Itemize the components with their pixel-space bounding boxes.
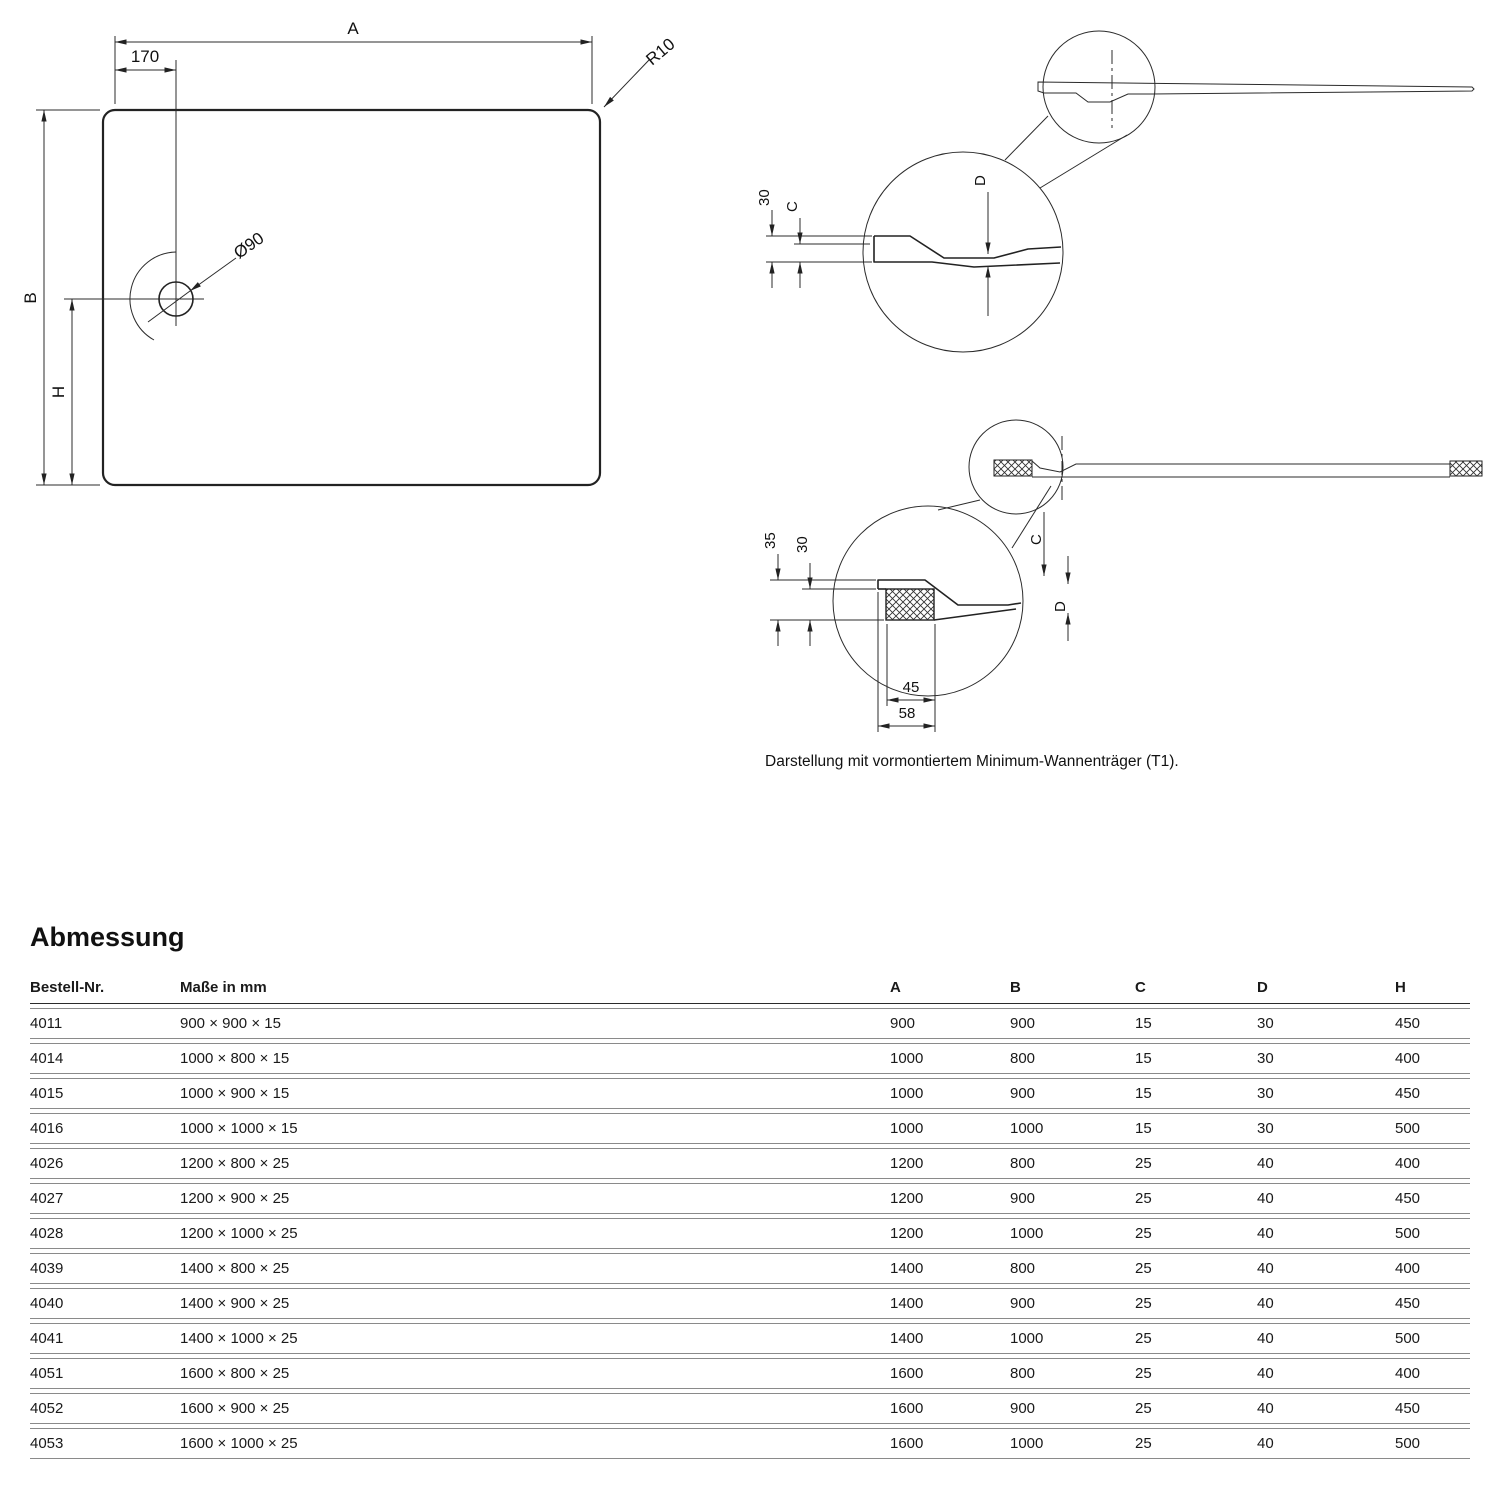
table-cell: 400 bbox=[1395, 1148, 1470, 1179]
table-cell: 900 × 900 × 15 bbox=[180, 1008, 890, 1039]
dim-label-30: 30 bbox=[794, 536, 811, 553]
leader-line-drain-tail bbox=[148, 291, 190, 322]
support-block-left bbox=[994, 460, 1032, 476]
col-header-c: C bbox=[1135, 975, 1257, 1004]
enlarged-profile-bottom-edge bbox=[934, 609, 1016, 620]
table-row bbox=[30, 1183, 1470, 1214]
table-cell: 30 bbox=[1257, 1113, 1395, 1144]
table-cell: 40 bbox=[1257, 1428, 1395, 1459]
table-cell: 1400 × 900 × 25 bbox=[180, 1288, 890, 1319]
table-cell: 4052 bbox=[30, 1393, 180, 1424]
table-cell: 40 bbox=[1257, 1323, 1395, 1354]
table-cell: 1600 × 1000 × 25 bbox=[180, 1428, 890, 1459]
table-cell: 1600 bbox=[890, 1393, 1010, 1424]
dim-label-drain: Ø90 bbox=[230, 228, 268, 263]
table-cell: 25 bbox=[1135, 1148, 1257, 1179]
dimensions-table bbox=[30, 971, 1470, 1463]
enlarged-profile-bottom-edge bbox=[874, 236, 1060, 267]
plan-view bbox=[21, 19, 679, 485]
col-header-d: D bbox=[1257, 975, 1395, 1004]
table-cell: 40 bbox=[1257, 1358, 1395, 1389]
table-cell: 900 bbox=[1010, 1008, 1135, 1039]
table-cell: 1000 bbox=[890, 1113, 1010, 1144]
table-row bbox=[30, 1253, 1470, 1284]
table-cell: 500 bbox=[1395, 1323, 1470, 1354]
table-cell: 900 bbox=[1010, 1078, 1135, 1109]
table-row bbox=[30, 1358, 1470, 1389]
dim-label-d: D bbox=[972, 175, 989, 186]
table-cell: 450 bbox=[1395, 1183, 1470, 1214]
table-cell: 1600 × 800 × 25 bbox=[180, 1358, 890, 1389]
section-title: Abmessung bbox=[30, 922, 185, 952]
table-cell: 1400 bbox=[890, 1288, 1010, 1319]
dim-label-c: C bbox=[784, 201, 801, 212]
table-cell: 900 bbox=[1010, 1183, 1135, 1214]
table-cell: 4015 bbox=[30, 1078, 180, 1109]
table-cell: 15 bbox=[1135, 1113, 1257, 1144]
table-cell: 4016 bbox=[30, 1113, 180, 1144]
table-cell: 800 bbox=[1010, 1043, 1135, 1074]
table-cell: 30 bbox=[1257, 1043, 1395, 1074]
table-header bbox=[30, 975, 1470, 1004]
table-cell: 40 bbox=[1257, 1148, 1395, 1179]
table-cell: 450 bbox=[1395, 1008, 1470, 1039]
table-cell: 1200 bbox=[890, 1218, 1010, 1249]
detail-cone-line bbox=[1040, 135, 1127, 188]
table-cell: 800 bbox=[1010, 1148, 1135, 1179]
table-row bbox=[30, 1288, 1470, 1319]
col-header-masse: Maße in mm bbox=[180, 975, 890, 1004]
support-block-right bbox=[1450, 461, 1482, 476]
table-cell: 1200 bbox=[890, 1183, 1010, 1214]
enlarged-profile-top-edge bbox=[874, 236, 1061, 258]
table-cell: 450 bbox=[1395, 1078, 1470, 1109]
table-cell: 4053 bbox=[30, 1428, 180, 1459]
table-cell: 1600 × 900 × 25 bbox=[180, 1393, 890, 1424]
dim-label-a: A bbox=[347, 19, 359, 38]
table-cell: 1000 × 900 × 15 bbox=[180, 1078, 890, 1109]
table-cell: 4028 bbox=[30, 1218, 180, 1249]
table-cell: 4026 bbox=[30, 1148, 180, 1179]
table-cell: 500 bbox=[1395, 1113, 1470, 1144]
table-cell: 1600 bbox=[890, 1428, 1010, 1459]
table-cell: 4014 bbox=[30, 1043, 180, 1074]
dim-label-c: C bbox=[1028, 534, 1045, 545]
leader-line-r10 bbox=[604, 60, 649, 107]
dim-label-r10: R10 bbox=[642, 34, 679, 70]
table-cell: 800 bbox=[1010, 1253, 1135, 1284]
table-cell: 40 bbox=[1257, 1288, 1395, 1319]
table-cell: 800 bbox=[1010, 1358, 1135, 1389]
col-header-bestell-nr: Bestell-Nr. bbox=[30, 975, 180, 1004]
table-cell: 15 bbox=[1135, 1078, 1257, 1109]
detail-cone-line bbox=[938, 500, 980, 510]
table-cell: 1200 × 800 × 25 bbox=[180, 1148, 890, 1179]
table-row bbox=[30, 1323, 1470, 1354]
tray-outline bbox=[103, 110, 600, 485]
table-cell: 400 bbox=[1395, 1358, 1470, 1389]
table-row bbox=[30, 1218, 1470, 1249]
table-cell: 1000 bbox=[1010, 1323, 1135, 1354]
dim-label-58: 58 bbox=[898, 705, 916, 722]
table-cell: 900 bbox=[890, 1008, 1010, 1039]
table-cell: 15 bbox=[1135, 1043, 1257, 1074]
dim-label-45: 45 bbox=[902, 679, 920, 696]
table-cell: 25 bbox=[1135, 1183, 1257, 1214]
table-cell: 900 bbox=[1010, 1288, 1135, 1319]
tray-profile bbox=[1038, 82, 1474, 102]
drain-arc bbox=[130, 252, 176, 340]
table-cell: 1000 bbox=[890, 1043, 1010, 1074]
table-cell: 1600 bbox=[890, 1358, 1010, 1389]
table-cell: 4011 bbox=[30, 1008, 180, 1039]
table-cell: 25 bbox=[1135, 1218, 1257, 1249]
table-cell: 1000 bbox=[1010, 1218, 1135, 1249]
table-row bbox=[30, 1113, 1470, 1144]
table-cell: 1400 bbox=[890, 1323, 1010, 1354]
table-row bbox=[30, 1393, 1470, 1424]
table-cell: 400 bbox=[1395, 1043, 1470, 1074]
col-header-h: H bbox=[1395, 975, 1470, 1004]
table-cell: 1000 bbox=[1010, 1113, 1135, 1144]
col-header-a: A bbox=[890, 975, 1010, 1004]
detail-circle-small bbox=[1043, 31, 1155, 143]
table-cell: 25 bbox=[1135, 1428, 1257, 1459]
table-cell: 500 bbox=[1395, 1218, 1470, 1249]
table-row bbox=[30, 1008, 1470, 1039]
table-row bbox=[30, 1148, 1470, 1179]
table-cell: 1000 bbox=[1010, 1428, 1135, 1459]
table-cell: 4051 bbox=[30, 1358, 180, 1389]
col-header-b: B bbox=[1010, 975, 1135, 1004]
table-cell: 25 bbox=[1135, 1323, 1257, 1354]
table-cell: 25 bbox=[1135, 1288, 1257, 1319]
table-cell: 1000 × 800 × 15 bbox=[180, 1043, 890, 1074]
table-cell: 40 bbox=[1257, 1253, 1395, 1284]
table-cell: 4039 bbox=[30, 1253, 180, 1284]
table-cell: 4041 bbox=[30, 1323, 180, 1354]
table-cell: 1000 bbox=[890, 1078, 1010, 1109]
table-body bbox=[30, 1008, 1470, 1459]
table-cell: 40 bbox=[1257, 1393, 1395, 1424]
table-cell: 1200 bbox=[890, 1148, 1010, 1179]
wannentraeger-section bbox=[886, 589, 934, 620]
table-cell: 500 bbox=[1395, 1428, 1470, 1459]
table-cell: 400 bbox=[1395, 1253, 1470, 1284]
table-cell: 40 bbox=[1257, 1218, 1395, 1249]
table-cell: 15 bbox=[1135, 1008, 1257, 1039]
table-cell: 40 bbox=[1257, 1183, 1395, 1214]
table-cell: 1200 × 1000 × 25 bbox=[180, 1218, 890, 1249]
table-cell: 900 bbox=[1010, 1393, 1135, 1424]
dim-label-170: 170 bbox=[130, 47, 160, 66]
leader-line-drain bbox=[190, 258, 236, 291]
dim-label-d: D bbox=[1052, 601, 1069, 612]
table-cell: 1400 bbox=[890, 1253, 1010, 1284]
table-row bbox=[30, 1428, 1470, 1459]
table-cell: 25 bbox=[1135, 1253, 1257, 1284]
detail-circle-large bbox=[863, 152, 1063, 352]
table-cell: 30 bbox=[1257, 1008, 1395, 1039]
table-cell: 450 bbox=[1395, 1393, 1470, 1424]
dim-label-h: H bbox=[49, 385, 68, 399]
section-view-bottom bbox=[762, 420, 1482, 770]
table-cell: 450 bbox=[1395, 1288, 1470, 1319]
table-cell: 30 bbox=[1257, 1078, 1395, 1109]
table-row bbox=[30, 1043, 1470, 1074]
detail-cone-line bbox=[1005, 116, 1048, 160]
drawing-caption: Darstellung mit vormontiertem Minimum-Wannenträger (T1). bbox=[765, 753, 1179, 770]
table-row bbox=[30, 1078, 1470, 1109]
dim-label-30: 30 bbox=[756, 189, 773, 206]
table-cell: 1000 × 1000 × 15 bbox=[180, 1113, 890, 1144]
dim-label-35: 35 bbox=[762, 532, 779, 549]
table-cell: 4040 bbox=[30, 1288, 180, 1319]
tray-profile bbox=[1032, 461, 1450, 472]
table-cell: 4027 bbox=[30, 1183, 180, 1214]
table-cell: 1200 × 900 × 25 bbox=[180, 1183, 890, 1214]
table-cell: 1400 × 1000 × 25 bbox=[180, 1323, 890, 1354]
table-cell: 25 bbox=[1135, 1393, 1257, 1424]
table-cell: 1400 × 800 × 25 bbox=[180, 1253, 890, 1284]
section-view-top bbox=[756, 31, 1474, 352]
table-cell: 25 bbox=[1135, 1358, 1257, 1389]
dim-label-b: B bbox=[21, 292, 40, 304]
